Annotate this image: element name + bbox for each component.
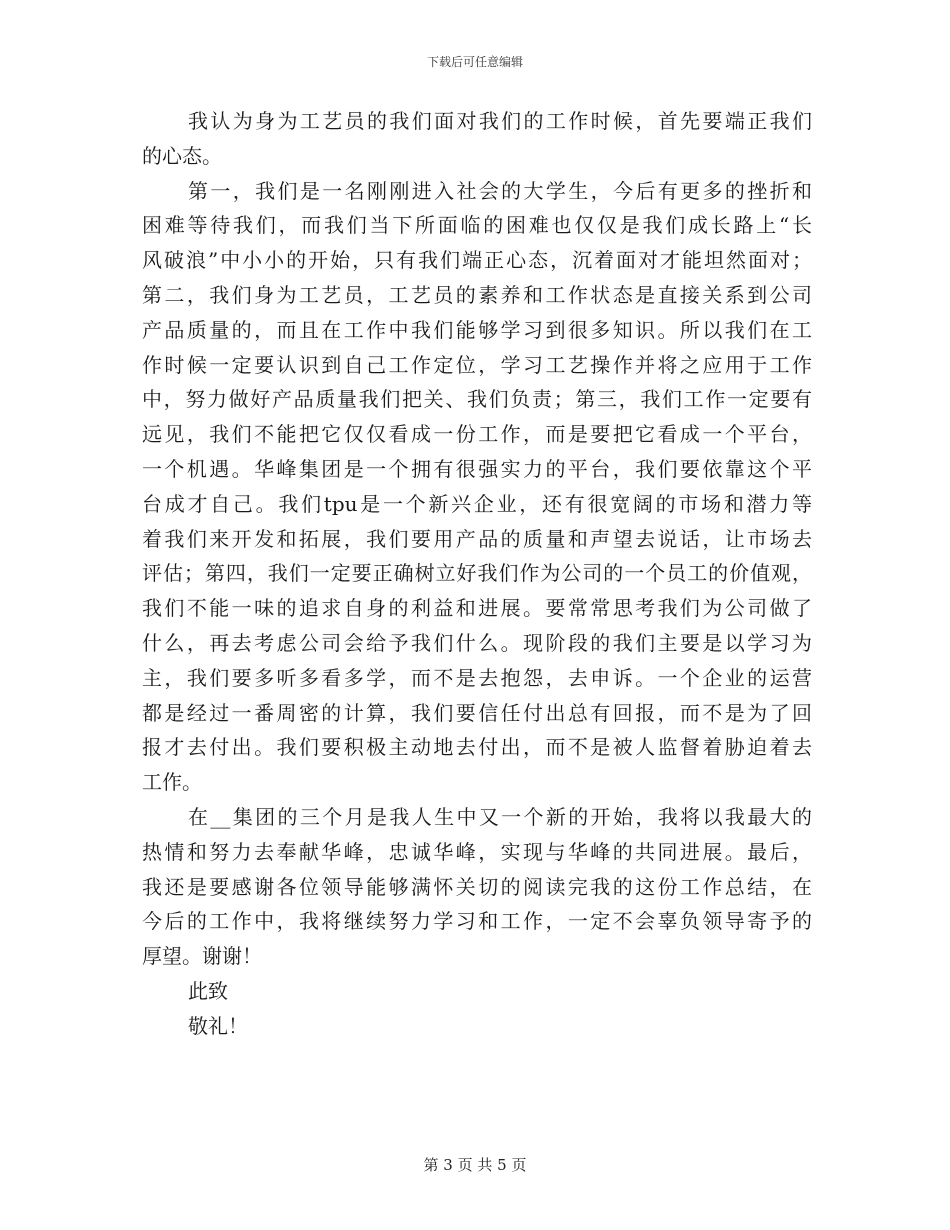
paragraph-line: 作时候一定要认识到自己工作定位，学习工艺操作并将之应用于工作 xyxy=(142,352,812,377)
document-body xyxy=(142,104,812,1044)
paragraph-line: 第二，我们身为工艺员，工艺员的素养和工作状态是直接关系到公司 xyxy=(142,282,812,307)
paragraph-line: 风破浪”中小小的开始，只有我们端正心态，沉着面对才能坦然面对； xyxy=(142,248,812,273)
paragraph-line: 工作。 xyxy=(142,770,202,795)
paragraph-line: 一个机遇。华峰集团是一个拥有很强实力的平台，我们要依靠这个平 xyxy=(142,456,812,481)
paragraph-line: 在__集团的三个月是我人生中又一个新的开始，我将以我最大的 xyxy=(188,804,812,829)
paragraph-line: 报才去付出。我们要积极主动地去付出，而不是被人监督着胁迫着去 xyxy=(142,735,812,760)
page-header-note: 下载后可任意编辑 xyxy=(426,55,523,69)
paragraph-line: 今后的工作中，我将继续努力学习和工作，一定不会辜负领导寄予的 xyxy=(142,909,812,934)
paragraph-line: 厚望。谢谢！ xyxy=(142,944,262,969)
page-number-footer: 第 3 页 共 5 页 xyxy=(423,1156,527,1174)
paragraph-line: 我认为身为工艺员的我们面对我们的工作时候，首先要端正我们 xyxy=(188,109,812,133)
closing-salutation: 此致 xyxy=(188,978,228,1003)
paragraph-line: 的心态。 xyxy=(142,143,222,168)
closing-regards: 敬礼！ xyxy=(188,1013,248,1038)
paragraph-line: 第一，我们是一名刚刚进入社会的大学生，今后有更多的挫折和 xyxy=(188,178,812,203)
paragraph-line: 台成才自己。我们tpu是一个新兴企业，还有很宽阔的市场和潜力等 xyxy=(142,491,812,516)
paragraph-line: 都是经过一番周密的计算，我们要信任付出总有回报，而不是为了回 xyxy=(142,700,812,725)
paragraph-line: 我还是要感谢各位领导能够满怀关切的阅读完我的这份工作总结，在 xyxy=(142,874,812,899)
paragraph-line: 主，我们要多听多看多学，而不是去抱怨，去申诉。一个企业的运营 xyxy=(142,665,812,690)
paragraph-line: 产品质量的，而且在工作中我们能够学习到很多知识。所以我们在工 xyxy=(142,317,812,342)
paragraph-line: 什么，再去考虑公司会给予我们什么。现阶段的我们主要是以学习为 xyxy=(142,630,812,655)
paragraph-line: 困难等待我们，而我们当下所面临的困难也仅仅是我们成长路上“长 xyxy=(142,213,812,238)
paragraph-line: 着我们来开发和拓展，我们要用产品的质量和声望去说话，让市场去 xyxy=(142,526,812,551)
paragraph-line: 热情和努力去奉献华峰，忠诚华峰，实现与华峰的共同进展。最后， xyxy=(142,839,812,864)
paragraph-line: 远见，我们不能把它仅仅看成一份工作，而是要把它看成一个平台， xyxy=(142,422,812,447)
paragraph-line: 评估；第四，我们一定要正确树立好我们作为公司的一个员工的价值观， xyxy=(142,561,812,586)
paragraph-line: 中，努力做好产品质量我们把关、我们负责；第三，我们工作一定要有 xyxy=(142,387,812,412)
paragraph-line: 我们不能一味的追求自身的利益和进展。要常常思考我们为公司做了 xyxy=(142,596,812,621)
